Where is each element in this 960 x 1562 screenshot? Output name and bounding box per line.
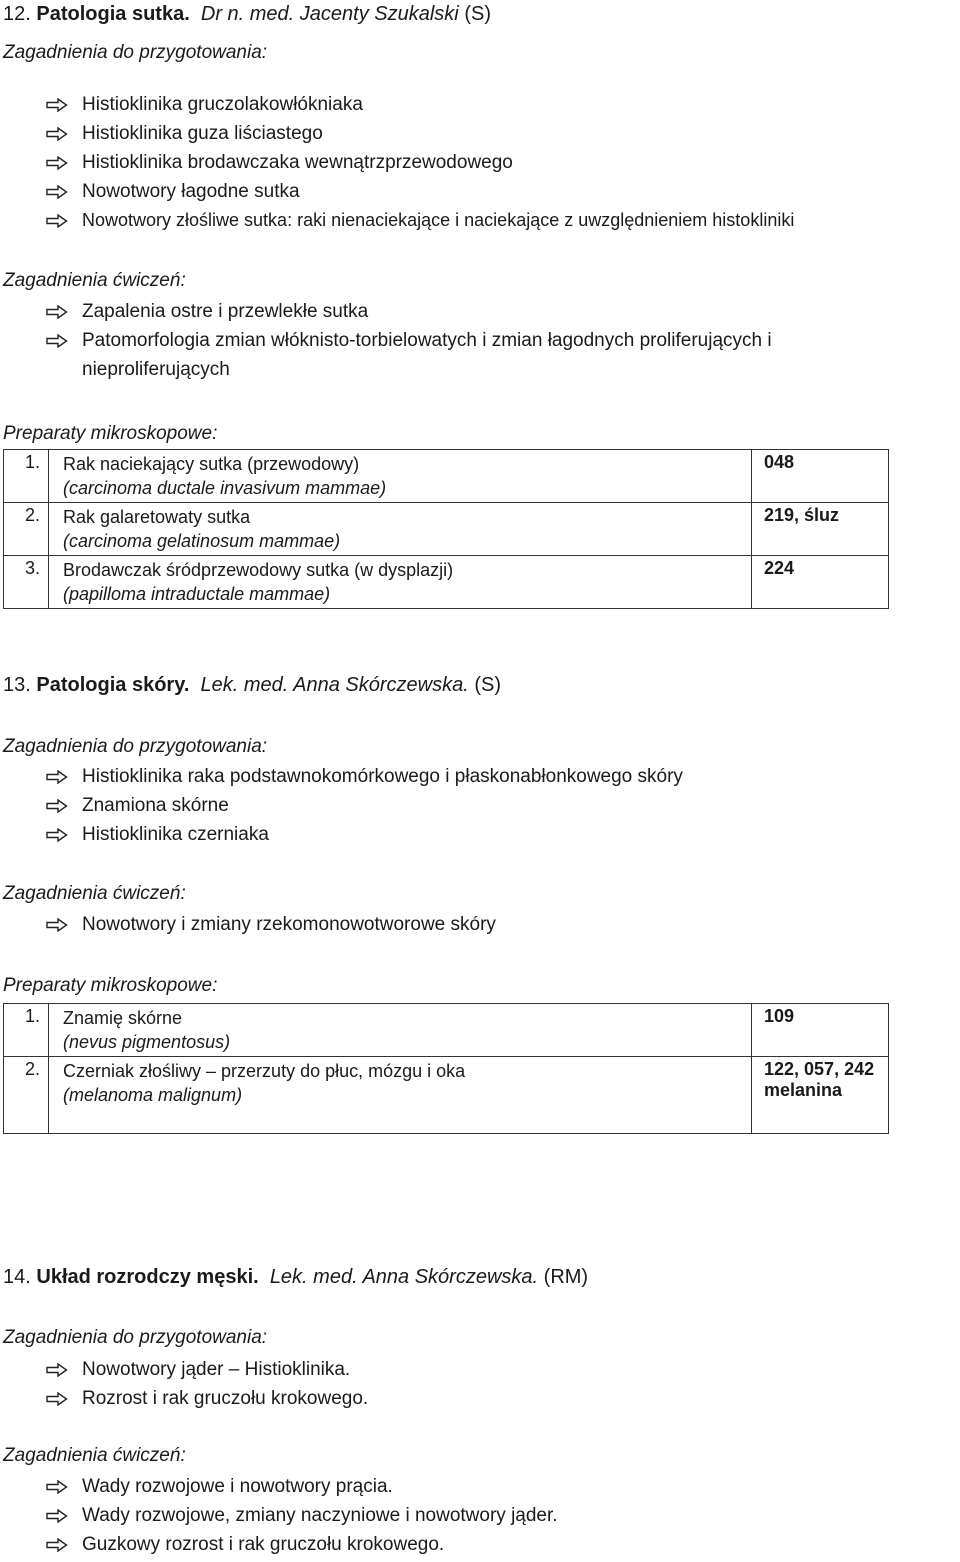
- section-13-prep-list: [46, 762, 683, 849]
- table-row: 1. Rak naciekający sutka (przewodowy) (carcinoma ductale invasivum mammae) 048: [4, 450, 889, 503]
- right-arrow-icon: [46, 334, 68, 348]
- list-item: Nowotwory i zmiany rzekomonowotworowe skóry: [46, 910, 496, 939]
- right-arrow-icon: [46, 185, 68, 199]
- right-arrow-icon: [46, 1363, 68, 1377]
- section-13-exercise-list: [46, 910, 496, 939]
- section-13-slides-table: [3, 1003, 889, 1134]
- right-arrow-icon: [46, 770, 68, 784]
- table-row: 2. Czerniak złośliwy – przerzuty do płuc, mózgu i oka (melanoma malignum) 122, 057, 242 melanina: [4, 1057, 889, 1134]
- list-item: Nowotwory złośliwe sutka: raki nienaciekające i naciekające z uwzględnieniem histokliniki: [46, 206, 794, 235]
- list-item: Histioklinika raka podstawnokomórkowego i płaskonabłonkowego skóry: [46, 762, 683, 791]
- list-item: Histioklinika gruczolakowłókniaka: [46, 90, 794, 119]
- list-item: Histioklinika czerniaka: [46, 820, 683, 849]
- list-item: Histioklinika guza liściastego: [46, 119, 794, 148]
- section-12-exercise-list: [46, 297, 912, 384]
- right-arrow-icon: [46, 1538, 68, 1552]
- section-14-prep-heading: Zagadnienia do przygotowania:: [3, 1327, 268, 1348]
- right-arrow-icon: [46, 1480, 68, 1494]
- section-14-prep-list: [46, 1355, 368, 1413]
- section-13-heading: 13. Patologia skóry. Lek. med. Anna Skórczewska. (S): [3, 674, 502, 696]
- right-arrow-icon: [46, 799, 68, 813]
- section-12-prep-heading: Zagadnienia do przygotowania:: [3, 42, 268, 63]
- list-item: Znamiona skórne: [46, 791, 683, 820]
- section-12-prep-list: [46, 90, 794, 235]
- section-12-heading: 12. Patologia sutka. Dr n. med. Jacenty Szukalski (S): [3, 3, 491, 25]
- right-arrow-icon: [46, 127, 68, 141]
- section-12-exercise-heading: Zagadnienia ćwiczeń:: [3, 270, 186, 291]
- section-14-exercise-list: [46, 1472, 558, 1559]
- right-arrow-icon: [46, 214, 68, 228]
- list-item: Wady rozwojowe i nowotwory prącia.: [46, 1472, 558, 1501]
- table-row: 3. Brodawczak śródprzewodowy sutka (w dysplazji) (papilloma intraductale mammae) 224: [4, 556, 889, 609]
- right-arrow-icon: [46, 305, 68, 319]
- right-arrow-icon: [46, 1509, 68, 1523]
- section-12-slides-table: [3, 449, 889, 609]
- list-item: Nowotwory jąder – Histioklinika.: [46, 1355, 368, 1384]
- list-item: Guzkowy rozrost i rak gruczołu krokowego.: [46, 1530, 558, 1559]
- section-13-exercise-heading: Zagadnienia ćwiczeń:: [3, 883, 186, 904]
- list-item: Patomorfologia zmian włóknisto-torbielowatych i zmian łagodnych proliferujących i nieproliferujących: [46, 326, 912, 384]
- right-arrow-icon: [46, 1392, 68, 1406]
- section-14-exercise-heading: Zagadnienia ćwiczeń:: [3, 1445, 186, 1466]
- section-13-prep-heading: Zagadnienia do przygotowania:: [3, 736, 268, 757]
- right-arrow-icon: [46, 156, 68, 170]
- right-arrow-icon: [46, 828, 68, 842]
- list-item: Histioklinika brodawczaka wewnątrzprzewodowego: [46, 148, 794, 177]
- section-13-slides-heading: Preparaty mikroskopowe:: [3, 975, 218, 996]
- section-14-heading: 14. Układ rozrodczy męski. Lek. med. Anna Skórczewska. (RM): [3, 1266, 589, 1288]
- list-item: Rozrost i rak gruczołu krokowego.: [46, 1384, 368, 1413]
- section-12-slides-heading: Preparaty mikroskopowe:: [3, 423, 218, 444]
- list-item: Nowotwory łagodne sutka: [46, 177, 794, 206]
- right-arrow-icon: [46, 98, 68, 112]
- right-arrow-icon: [46, 918, 68, 932]
- table-row: 2. Rak galaretowaty sutka (carcinoma gelatinosum mammae) 219, śluz: [4, 503, 889, 556]
- table-row: 1. Znamię skórne (nevus pigmentosus) 109: [4, 1004, 889, 1057]
- list-item: Zapalenia ostre i przewlekłe sutka: [46, 297, 912, 326]
- list-item: Wady rozwojowe, zmiany naczyniowe i nowotwory jąder.: [46, 1501, 558, 1530]
